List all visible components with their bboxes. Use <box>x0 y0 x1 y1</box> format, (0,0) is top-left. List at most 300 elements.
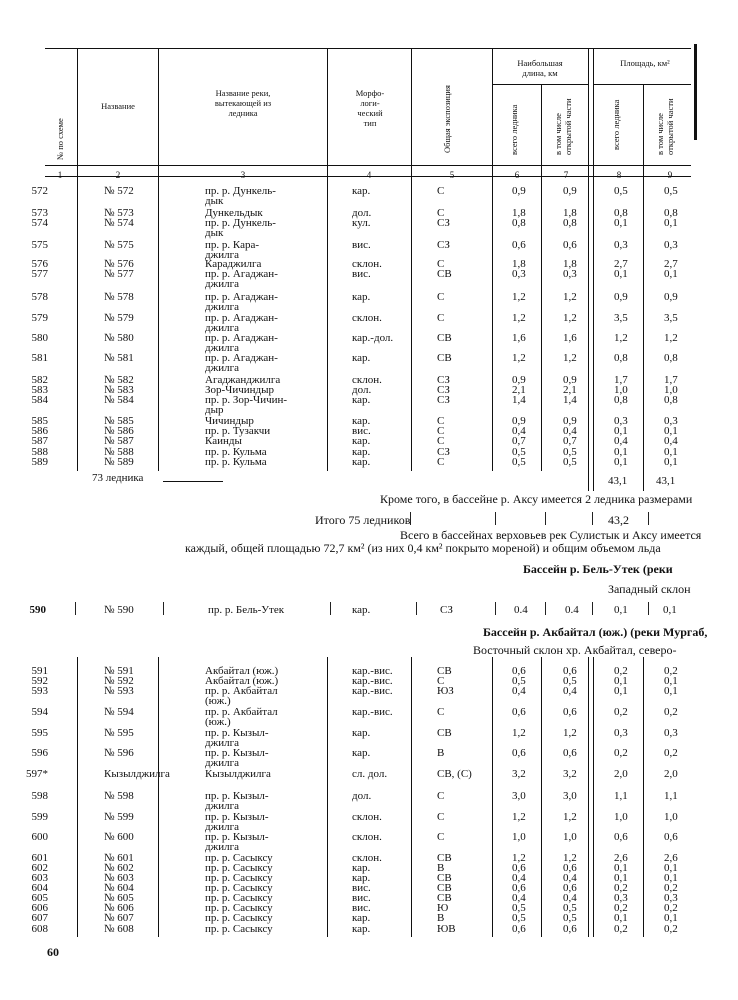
cell-no: 581 <box>31 352 48 364</box>
cell-no: 588 <box>31 446 48 458</box>
cell-area-open: 0,1 <box>664 425 678 437</box>
cell-name: № 583 <box>104 384 134 396</box>
cell-area-open: 0,2 <box>664 902 678 914</box>
cell-area-total: 1,7 <box>614 374 628 386</box>
cell-len-open: 0,5 <box>563 675 577 687</box>
cell-river: Акбайтал (юж.) <box>205 675 279 687</box>
cell-river: Акбайтал (юж.) <box>205 665 279 677</box>
cell-area-open: 0,1 <box>664 685 678 697</box>
cell-len-total: 0,4 <box>512 872 526 884</box>
cell-exposure: СЗ <box>437 217 450 229</box>
cell-morph: кар.-вис. <box>352 685 393 697</box>
cell-river: пр. р. Сасыксу <box>205 852 273 864</box>
cell-len-total: 0,5 <box>512 456 526 468</box>
cell-river: джилга <box>205 841 239 853</box>
cell-name: № 598 <box>104 790 134 802</box>
total-sep <box>545 512 546 525</box>
cell-len-open: 1,2 <box>563 852 577 864</box>
cell-name: № 572 <box>104 185 134 197</box>
cell-river: пр. р. Сасыксу <box>205 923 273 935</box>
cell-name: № 604 <box>104 882 134 894</box>
cell-name: № 587 <box>104 435 134 447</box>
cell-exposure: СЗ <box>437 394 450 406</box>
row-sep <box>163 602 164 615</box>
cell-len-open: 1,2 <box>563 811 577 823</box>
cell-river: пр. р. Кара- <box>205 239 260 251</box>
cell-len-total: 3,0 <box>512 790 526 802</box>
cell-area-total: 0,8 <box>614 207 628 219</box>
cell-len-total: 0,6 <box>512 747 526 759</box>
cell-morph: дол. <box>352 384 372 396</box>
cell-river: пр. р. Дункель- <box>205 185 276 197</box>
cell-name: № 580 <box>104 332 134 344</box>
page-number: 60 <box>47 945 59 959</box>
cell-no: 585 <box>31 415 48 427</box>
header-no: № по схеме <box>55 118 65 160</box>
colnum: 3 <box>240 170 246 180</box>
colnum: 5 <box>449 170 455 180</box>
cell-no: 599 <box>31 811 48 823</box>
cell-morph: кар. <box>352 446 371 458</box>
cell-area-open: 0,2 <box>664 665 678 677</box>
cell-name: № 589 <box>104 456 134 468</box>
cell-len-total: 1,6 <box>512 332 526 344</box>
cell-area-open: 2,0 <box>664 768 678 780</box>
cell-exposure: С <box>437 291 445 303</box>
cell-no: 594 <box>31 706 48 718</box>
cell-area-total: 0,3 <box>614 415 628 427</box>
cell-area-open: 0,2 <box>664 747 678 759</box>
note-sulistyk-2: каждый, общей площадью 72,7 км² (из них 0,4 км² покрыто мореной) и общим объемом льда <box>185 541 661 555</box>
total-area: 43,2 <box>608 513 629 527</box>
cell-area-total: 0,2 <box>614 665 628 677</box>
header-len-open: в том числе открытой части <box>553 98 573 155</box>
cell-exposure: С <box>437 811 445 823</box>
cell-area-open: 1,0 <box>664 384 678 396</box>
cell-len-total: 0,3 <box>512 268 526 280</box>
cell-area-total: 0,1 <box>614 446 628 458</box>
cell-area-total: 0,1 <box>614 425 628 437</box>
cell-river: пр. р. Агаджан- <box>205 352 278 364</box>
note-aksu: Кроме того, в бассейне р. Аксу имеется 2 ледника размерами <box>380 492 693 506</box>
cell-len-total: 1,2 <box>512 727 526 739</box>
cell-len-open: 3,0 <box>563 790 577 802</box>
colnum: 8 <box>616 170 622 180</box>
cell-exposure: С <box>437 207 445 219</box>
cell-name: № 581 <box>104 352 134 364</box>
cell-river: пр. р. Агаджан- <box>205 291 278 303</box>
cell-area-total: 3,5 <box>614 312 628 324</box>
cell-river: пр. р. Сасыксу <box>205 912 273 924</box>
cell-river: джилга <box>205 821 239 833</box>
cell-exposure: ЮЗ <box>437 685 454 697</box>
cell-river: пр. р. Кульма <box>205 446 267 458</box>
header-name: Название <box>101 101 135 111</box>
cell-len-total: 1,8 <box>512 258 526 270</box>
cell-exposure: СВ <box>437 352 452 364</box>
cell-len-total: 3,2 <box>512 768 526 780</box>
cell-river: пр. р. Агаджан- <box>205 332 278 344</box>
colnum: 2 <box>115 170 121 180</box>
cell-river: (юж.) <box>205 716 231 728</box>
cell-exposure: СВ <box>437 665 452 677</box>
cell-name: № 600 <box>104 831 134 843</box>
cell-exposure: С <box>437 435 445 447</box>
cell-area-open: 0,1 <box>663 604 677 616</box>
cell-name: № 588 <box>104 446 134 458</box>
cell-river: дыр <box>205 404 224 416</box>
cell-len-open: 1,6 <box>563 332 577 344</box>
cell-area-total: 0,9 <box>614 291 628 303</box>
cell-exposure: С <box>437 258 445 270</box>
cell-len-open: 0,7 <box>563 435 577 447</box>
cell-no: 600 <box>31 831 48 843</box>
cell-name: № 591 <box>104 665 134 677</box>
cell-exposure: СВ <box>437 892 452 904</box>
cell-exposure: В <box>437 912 445 924</box>
cell-area-total: 1,1 <box>614 790 628 802</box>
cell-len-open: 0,6 <box>563 882 577 894</box>
cell-no: 595 <box>31 727 48 739</box>
cell-len-total: 1,2 <box>512 312 526 324</box>
cell-area-total: 0,1 <box>614 456 628 468</box>
cell-len-total: 0,9 <box>512 185 526 197</box>
cell-no: 608 <box>31 923 48 935</box>
cell-river: джилга <box>205 278 239 290</box>
cell-exposure: СВ, (С) <box>437 768 472 780</box>
cell-no: 577 <box>31 268 48 280</box>
cell-name: № 602 <box>104 862 134 874</box>
cell-river: Кызылджилга <box>205 768 271 780</box>
cell-area-open: 0,2 <box>664 706 678 718</box>
cell-len-open: 1,2 <box>563 352 577 364</box>
cell-morph: кар. <box>352 862 371 874</box>
total-sep <box>495 512 496 525</box>
cell-no: 606 <box>31 902 48 914</box>
cell-name: № 605 <box>104 892 134 904</box>
row-sep <box>545 602 546 615</box>
cell-name: № 586 <box>104 425 134 437</box>
row-sep <box>416 602 417 615</box>
cell-area-open: 0,1 <box>664 456 678 468</box>
cell-area-open: 0,1 <box>664 268 678 280</box>
cell-area-open: 0,8 <box>664 207 678 219</box>
cell-name: № 603 <box>104 872 134 884</box>
cell-river: пр. р. Сасыксу <box>205 902 273 914</box>
cell-len-open: 0,6 <box>563 665 577 677</box>
cell-morph: склон. <box>352 811 382 823</box>
cell-no: 580 <box>31 332 48 344</box>
cell-no: 598 <box>31 790 48 802</box>
cell-morph: кар.-вис. <box>352 706 393 718</box>
cell-name: № 596 <box>104 747 134 759</box>
cell-name: Кызылджилга <box>104 768 170 780</box>
cell-name: № 578 <box>104 291 134 303</box>
cell-exposure: В <box>437 862 445 874</box>
header-len-total: всего ледника <box>509 104 519 155</box>
cell-river: пр. р. Кызыл- <box>205 747 269 759</box>
cell-area-open: 0,6 <box>664 831 678 843</box>
cell-name: № 608 <box>104 923 134 935</box>
total-sep <box>410 512 411 525</box>
cell-area-open: 0,4 <box>664 435 678 447</box>
cell-river: пр. р. Зор-Чичин- <box>205 394 288 406</box>
cell-river: пр. р. Сасыксу <box>205 872 273 884</box>
colnum: 4 <box>366 170 372 180</box>
cell-river: пр. р. Акбайтал <box>205 706 278 718</box>
cell-name: № 595 <box>104 727 134 739</box>
cell-no: 604 <box>31 882 48 894</box>
cell-morph: кар. <box>352 291 371 303</box>
total-label: Итого 75 ледников <box>315 513 411 527</box>
cell-area-total: 0,1 <box>614 675 628 687</box>
cell-area-total: 2,6 <box>614 852 628 864</box>
cell-len-open: 1,4 <box>563 394 577 406</box>
cell-river: Караджилга <box>205 258 262 270</box>
cell-len-total: 2,1 <box>512 384 526 396</box>
cell-river: джилга <box>205 737 239 749</box>
cell-len-total: 0.4 <box>514 604 528 616</box>
cell-area-open: 1,0 <box>664 811 678 823</box>
cell-exposure: С <box>437 185 445 197</box>
cell-len-total: 0,5 <box>512 446 526 458</box>
cell-river: Агаджанджилга <box>205 374 281 386</box>
cell-morph: кар. <box>352 727 371 739</box>
cell-name: № 606 <box>104 902 134 914</box>
cell-name: № 590 <box>104 604 134 616</box>
cell-no: 586 <box>31 425 48 437</box>
cell-exposure: С <box>437 415 445 427</box>
cell-exposure: СЗ <box>437 446 450 458</box>
cell-morph: склон. <box>352 374 382 386</box>
header-area-open: в том числе открытой части <box>655 98 675 155</box>
cell-morph: кул. <box>352 217 371 229</box>
cell-name: № 592 <box>104 675 134 687</box>
cell-len-total: 0,9 <box>512 415 526 427</box>
cell-len-total: 0,5 <box>512 902 526 914</box>
cell-area-total: 0,1 <box>614 268 628 280</box>
colnum: 7 <box>563 170 569 180</box>
cell-name: № 579 <box>104 312 134 324</box>
cell-len-open: 0,6 <box>563 239 577 251</box>
cell-river: джилга <box>205 301 239 313</box>
cell-len-open: 0,4 <box>563 685 577 697</box>
cell-area-open: 0,1 <box>664 872 678 884</box>
cell-area-open: 0,1 <box>664 912 678 924</box>
cell-name: № 582 <box>104 374 134 386</box>
cell-morph: кар. <box>352 415 371 427</box>
cell-area-total: 0,1 <box>614 685 628 697</box>
cell-morph: кар. <box>352 604 371 616</box>
cell-area-total: 1,2 <box>614 332 628 344</box>
cell-len-total: 1,0 <box>512 831 526 843</box>
cell-exposure: С <box>437 790 445 802</box>
cell-morph: кар. <box>352 912 371 924</box>
cell-len-total: 0,8 <box>512 217 526 229</box>
cell-len-open: 0.4 <box>565 604 579 616</box>
cell-morph: кар. <box>352 185 371 197</box>
cell-len-open: 0,8 <box>563 217 577 229</box>
colnum: 1 <box>57 170 63 180</box>
cell-len-total: 1,2 <box>512 352 526 364</box>
cell-area-open: 0,1 <box>664 217 678 229</box>
cell-len-open: 0,6 <box>563 747 577 759</box>
row-sep <box>75 602 76 615</box>
cell-area-total: 0,2 <box>614 902 628 914</box>
cell-area-total: 0,8 <box>614 352 628 364</box>
cell-no: 572 <box>31 185 48 197</box>
header-area: Площадь, км² <box>620 58 670 68</box>
cell-area-total: 0,2 <box>614 706 628 718</box>
total-sep <box>592 512 593 525</box>
cell-morph: склон. <box>352 831 382 843</box>
cell-no: 573 <box>31 207 48 219</box>
cell-morph: склон. <box>352 312 382 324</box>
cell-no: 584 <box>31 394 48 406</box>
row-sep <box>592 602 593 615</box>
cell-len-open: 0,4 <box>563 892 577 904</box>
header-length: Наибольшая длина, км <box>517 58 563 78</box>
cell-name: № 573 <box>104 207 134 219</box>
cell-morph: кар. <box>352 747 371 759</box>
cell-morph: кар.-вис. <box>352 675 393 687</box>
cell-exposure: СВ <box>437 727 452 739</box>
cell-river: пр. р. Кызыл- <box>205 790 269 802</box>
cell-area-open: 0,9 <box>664 291 678 303</box>
cell-morph: кар. <box>352 872 371 884</box>
cell-morph: дол. <box>352 207 372 219</box>
cell-morph: сл. дол. <box>352 768 388 780</box>
cell-morph: кар. <box>352 352 371 364</box>
total-sep <box>648 512 649 525</box>
cell-no: 575 <box>31 239 48 251</box>
cell-no: 582 <box>31 374 48 386</box>
cell-area-total: 0,2 <box>614 923 628 935</box>
cell-len-total: 1,2 <box>512 811 526 823</box>
cell-river: пр. р. Сасыксу <box>205 882 273 894</box>
cell-len-total: 1,2 <box>512 291 526 303</box>
cell-morph: вис. <box>352 882 371 894</box>
basin-heading-belutek: Бассейн р. Бель-Утек (реки <box>523 562 673 576</box>
cell-exposure: СВ <box>437 882 452 894</box>
cell-len-open: 0,5 <box>563 456 577 468</box>
cell-len-open: 0,9 <box>563 374 577 386</box>
cell-river: пр. р. Кульма <box>205 456 267 468</box>
cell-len-open: 0,6 <box>563 706 577 718</box>
cell-area-total: 0,8 <box>614 394 628 406</box>
cell-no: 593 <box>31 685 48 697</box>
cell-no: 605 <box>31 892 48 904</box>
cell-morph: кар. <box>352 394 371 406</box>
cell-area-open: 0,3 <box>664 415 678 427</box>
cell-len-total: 0,4 <box>512 892 526 904</box>
cell-no: 592 <box>31 675 48 687</box>
cell-name: № 575 <box>104 239 134 251</box>
cell-area-total: 0,1 <box>614 217 628 229</box>
cell-area-open: 0,2 <box>664 882 678 894</box>
header-exposure: Общая экспозиция <box>442 85 452 153</box>
cell-len-open: 0,9 <box>563 185 577 197</box>
cell-river: (юж.) <box>205 695 231 707</box>
cell-name: № 574 <box>104 217 134 229</box>
subtotal-area-open: 43,1 <box>656 475 676 487</box>
header-morph: Морфо- логи- ческий тип <box>355 88 385 128</box>
cell-len-total: 0,6 <box>512 239 526 251</box>
cell-area-total: 0,2 <box>614 747 628 759</box>
colnum: 6 <box>514 170 520 180</box>
cell-morph: кар. <box>352 456 371 468</box>
cell-len-open: 0,6 <box>563 862 577 874</box>
cell-len-total: 0,6 <box>512 862 526 874</box>
cell-no: 579 <box>31 312 48 324</box>
cell-morph: склон. <box>352 258 382 270</box>
cell-no: 597* <box>26 768 48 780</box>
cell-exposure: С <box>437 675 445 687</box>
cell-area-open: 0,1 <box>664 862 678 874</box>
cell-area-total: 0,3 <box>614 239 628 251</box>
cell-len-total: 1,2 <box>512 852 526 864</box>
cell-area-total: 0,3 <box>614 892 628 904</box>
cell-area-open: 0,3 <box>664 239 678 251</box>
cell-area-total: 0,1 <box>614 604 628 616</box>
cell-len-open: 1,2 <box>563 291 577 303</box>
cell-area-total: 2,0 <box>614 768 628 780</box>
cell-river: пр. р. Сасыксу <box>205 862 273 874</box>
cell-river: джилга <box>205 342 239 354</box>
cell-len-total: 0,7 <box>512 435 526 447</box>
cell-len-open: 1,8 <box>563 207 577 219</box>
cell-name: № 576 <box>104 258 134 270</box>
subtotal-rule <box>163 481 223 482</box>
cell-area-open: 0,8 <box>664 394 678 406</box>
cell-exposure: В <box>437 747 445 759</box>
cell-morph: кар.-вис. <box>352 665 393 677</box>
cell-river: пр. р. Агаджан- <box>205 268 278 280</box>
cell-exposure: С <box>437 425 445 437</box>
cell-river: пр. р. Кызыл- <box>205 727 269 739</box>
cell-river: пр. р. Сасыксу <box>205 892 273 904</box>
cell-len-open: 1,2 <box>563 312 577 324</box>
cell-name: № 594 <box>104 706 134 718</box>
cell-morph: вис. <box>352 892 371 904</box>
cell-no: 601 <box>31 852 48 864</box>
cell-river: пр. р. Акбайтал <box>205 685 278 697</box>
cell-exposure: СВ <box>437 268 452 280</box>
cell-area-total: 0,4 <box>614 435 628 447</box>
cell-exposure: С <box>437 706 445 718</box>
cell-river: Дункельдык <box>205 207 263 219</box>
cell-len-open: 0,3 <box>563 268 577 280</box>
cell-exposure: СВ <box>437 332 452 344</box>
cell-name: № 577 <box>104 268 134 280</box>
cell-exposure: СЗ <box>437 239 450 251</box>
cell-len-open: 1,8 <box>563 258 577 270</box>
cell-exposure: С <box>437 831 445 843</box>
cell-no: 576 <box>31 258 48 270</box>
cell-no: 574 <box>31 217 48 229</box>
cell-len-total: 0,6 <box>512 882 526 894</box>
cell-area-total: 0,1 <box>614 912 628 924</box>
cell-exposure: СЗ <box>440 604 453 616</box>
cell-len-open: 0,5 <box>563 446 577 458</box>
cell-no: 591 <box>31 665 48 677</box>
cell-area-open: 3,5 <box>664 312 678 324</box>
cell-no: 607 <box>31 912 48 924</box>
cell-river: пр. р. Дункель- <box>205 217 276 229</box>
subtotal-label: 73 ледника <box>92 472 144 484</box>
cell-morph: вис. <box>352 902 371 914</box>
cell-morph: кар. <box>352 923 371 935</box>
